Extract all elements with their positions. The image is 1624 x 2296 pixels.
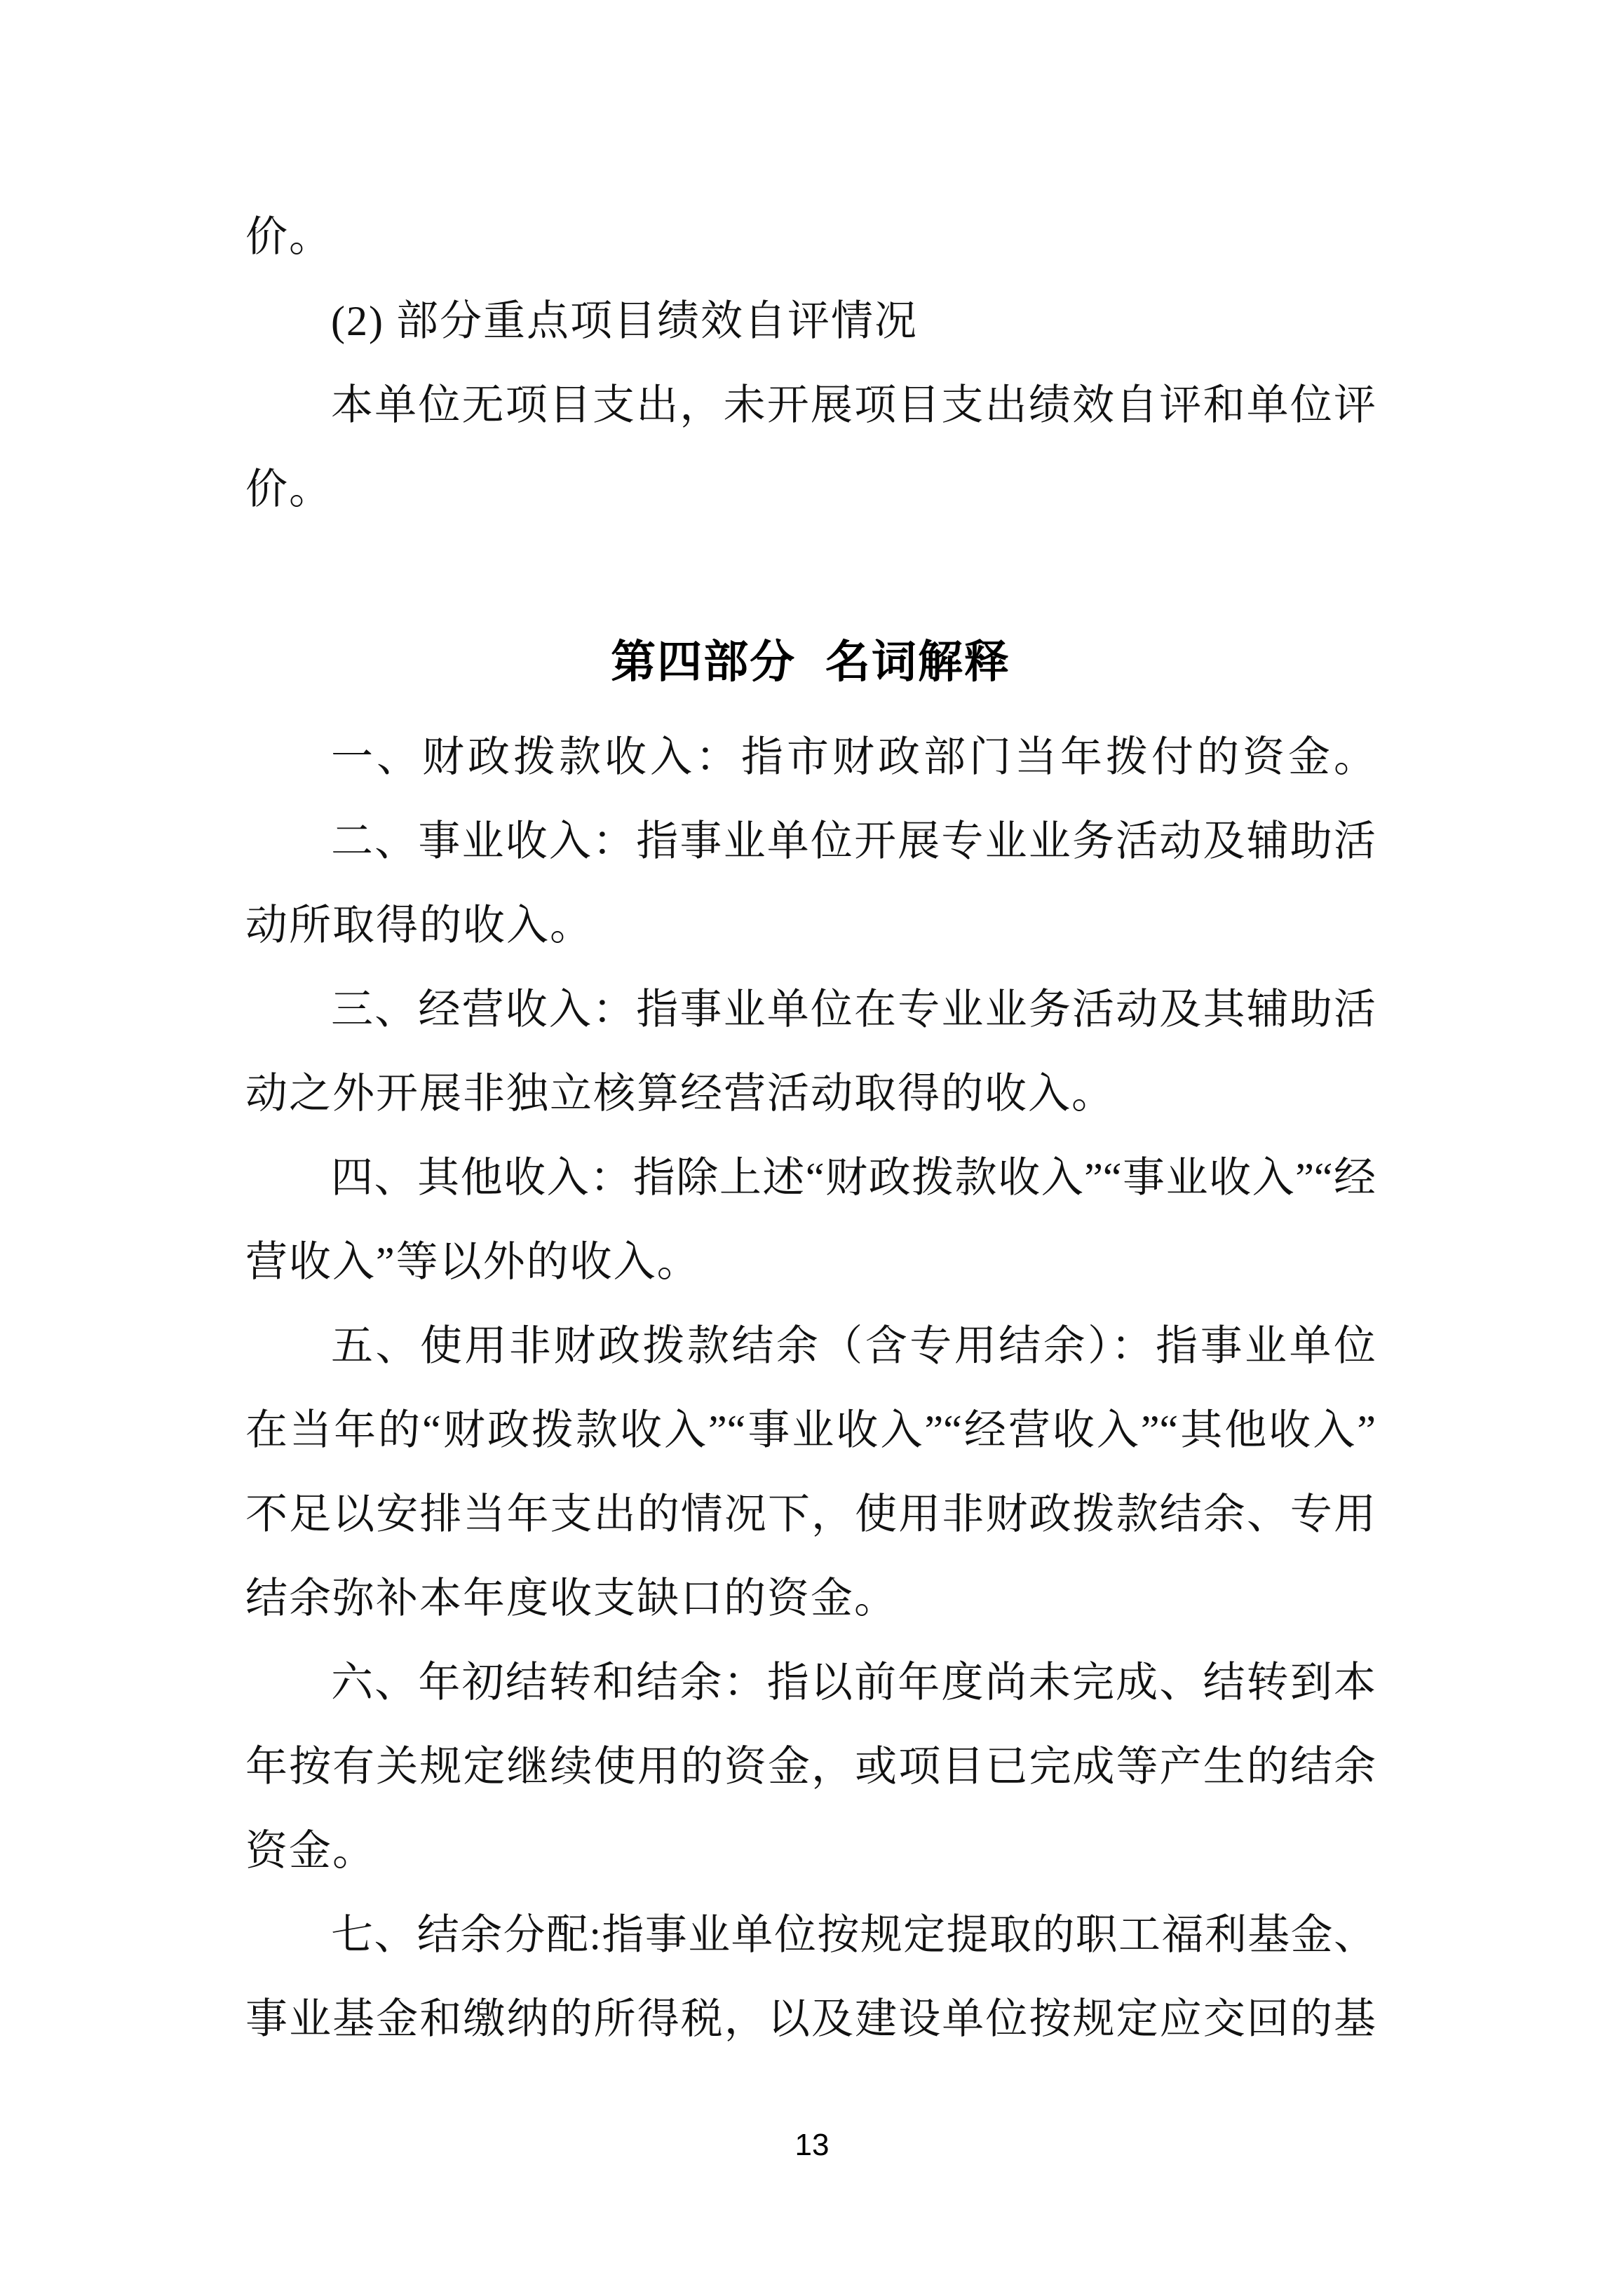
text-line: 在当年的“财政拨款收入”“事业收入”“经营收入”“其他收入” (245, 1407, 1376, 1453)
text-line: 动之外开展非独立核算经营活动取得的收入。 (245, 1071, 1115, 1117)
text-line: 七、结余分配:指事业单位按规定提取的职工福利基金、 (331, 1912, 1376, 1958)
text-line: 四、其他收入：指除上述“财政拨款收入”“事业收入”“经 (331, 1155, 1376, 1201)
blank-line (245, 531, 1376, 616)
text-line: 价。 (245, 214, 332, 260)
text-line: 年按有关规定继续使用的资金，或项目已完成等产生的结余 (245, 1744, 1376, 1790)
text-line: 营收入”等以外的收入。 (245, 1239, 701, 1285)
text-line: 资金。 (245, 1828, 376, 1874)
section-heading: 第四部分 名词解释 (611, 637, 1010, 687)
text-line: 事业基金和缴纳的所得税，以及建设单位按规定应交回的基 (245, 1996, 1376, 2042)
text-line: 二、事业收入：指事业单位开展专业业务活动及辅助活 (331, 818, 1376, 864)
text-line: 结余弥补本年度收支缺口的资金。 (245, 1575, 898, 1622)
page-number: 13 (794, 2128, 830, 2162)
text-line: 动所取得的收入。 (245, 902, 593, 949)
text-line: 六、年初结转和结余：指以前年度尚未完成、结转到本 (331, 1659, 1376, 1706)
text-line: 不足以安排当年支出的情况下，使用非财政拨款结余、专用 (245, 1491, 1376, 1537)
text-line: 三、经营收入：指事业单位在专业业务活动及其辅助活 (331, 986, 1376, 1033)
text-line: 五、使用非财政拨款结余（含专用结余）：指事业单位 (331, 1323, 1376, 1369)
text-line: 一、财政拨款收入：指市财政部门当年拨付的资金。 (331, 734, 1376, 780)
text-line: 本单位无项目支出，未开展项目支出绩效自评和单位评 (331, 382, 1376, 428)
text-line: (2) 部分重点项目绩效自评情况 (331, 298, 918, 344)
text-line: 价。 (245, 466, 332, 512)
